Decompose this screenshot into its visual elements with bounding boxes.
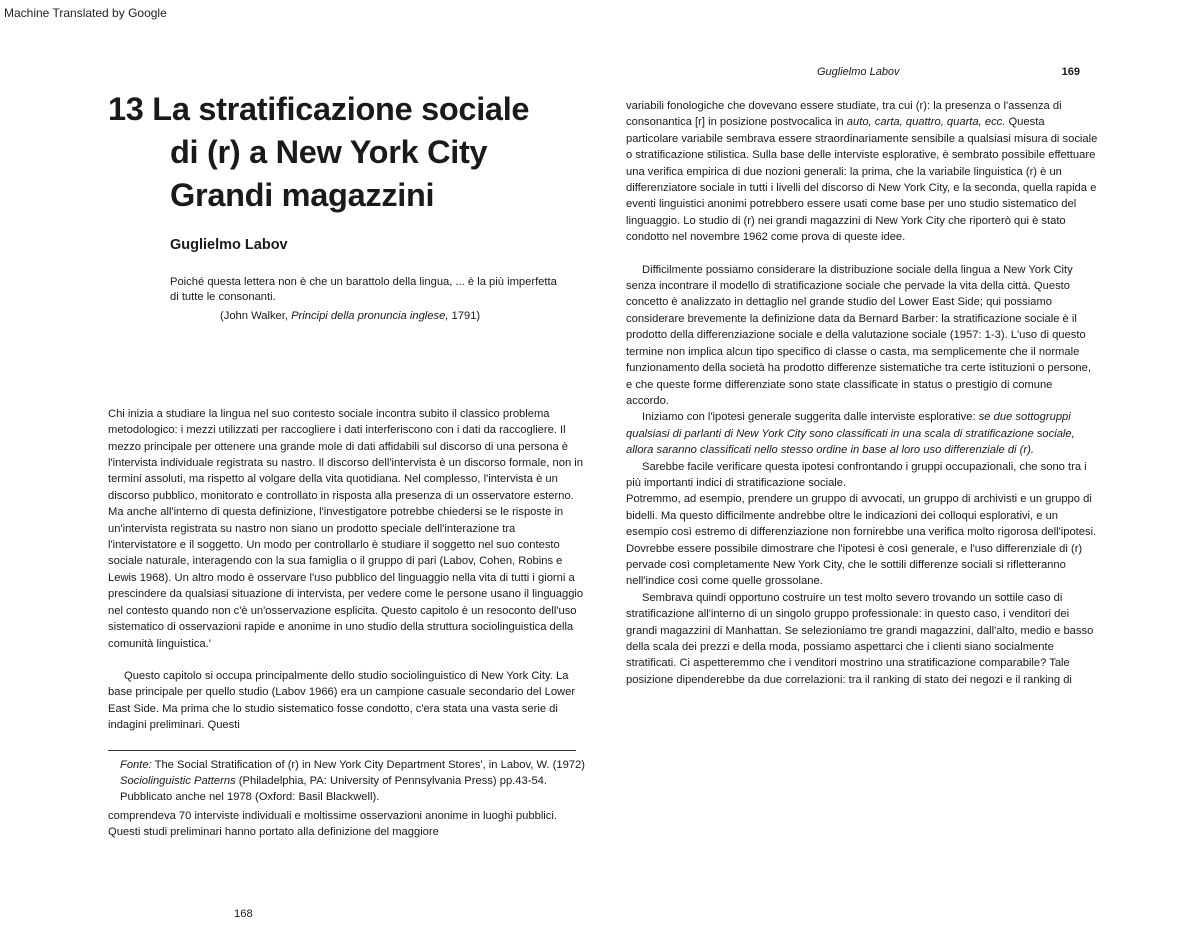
- running-header: [626, 64, 1098, 82]
- right-paragraph-2: Difficilmente possiamo considerare la distribuzione sociale della lingua a New York City senza incontrare il modello di stratificazione sociale che pervade la vita della città. Questo concetto è analizzato in dettaglio nel grande studio del Lower East Side; qui possiamo considerare brevemente la definizione data da Bernard Barber: la stratificazione sociale è il prodotto della differenziazione sociale e della valutazione sociale (1957: 1-3). L'uso di questo termine non implica alcun tipo specifico di classe o casta, ma semplicemente che il normale funzionamento della società ha prodotto differenze sistematiche tra certe istituzioni o persone, e che queste forme differenziate sono state classificate in status o prestigio di comune accordo.: [626, 263, 1091, 407]
- left-page: [108, 88, 586, 841]
- epigraph: Poiché questa lettera non è che un barattolo della lingua, ... è la più imperfetta di tutte le consonanti.: [170, 276, 557, 303]
- footnote-divider: [108, 750, 576, 751]
- footnote-text-b: (Philadelphia, PA: University of Pennsylvania Press) pp.43-54. Pubblicato anche nel 1978 (Oxford: Basil Blackwell).: [120, 774, 548, 804]
- title-line-2: di (r) a New York City: [170, 134, 488, 170]
- right-para3-hypothesis: se due sottogruppi qualsiasi di parlanti di New York City sono classificati in una scala di stratificazione sociale, allora saranno classificati nello stesso ordine in base al loro uso differenziale di (r).: [626, 411, 1075, 457]
- source-footnote: [108, 757, 586, 806]
- chapter-title: [108, 88, 586, 217]
- body-paragraph-1: Chi inizia a studiare la lingua nel suo contesto sociale incontra subito il classico problema metodologico: i mezzi utilizzati per raccogliere i dati interferiscono con i dati da raccogliere. Il mezzo principale per ottenere una grande mole di dati affidabili sul discorso di una persona è l'intervista individuale registrata su nastro. Il discorso dell'intervista è un discorso formale, non in termini assoluti, ma rispetto al volgare della vita quotidiana. Nel complesso, l'intervista è un discorso pubblico, monitorato e controllato in risposta alla presenza di un osservatore esterno. Ma anche all'interno di questa definizione, l'investigatore potrebbe chiedersi se le risposte in un'intervista registrata su nastro non siano un prodotto speciale dell'interazione tra l'intervistatore e il soggetto. Un modo per controllarlo è studiare il soggetto nel suo contesto sociale naturale, interagendo con la sua famiglia o il gruppo di pari (Labov, Cohen, Robins e Lewis 1968). Un altro modo è osservare l'uso pubblico del linguaggio nella vita di tutti i giorni a prescindere da qualsiasi situazione di intervista, per vedere come le persone usano il linguaggio nel contesto quando non c'è un'osservazione esplicita. Questo capitolo è un resoconto dell'uso sistematico di osservazioni rapide e anonime in uno studio della struttura sociolinguistica della comunità linguistica.': [108, 407, 584, 650]
- running-head: Guglielmo Labov: [817, 66, 900, 78]
- title-line-1: 13 La stratificazione sociale: [108, 91, 530, 127]
- machine-translation-label: Machine Translated by Google: [4, 6, 167, 20]
- epigraph-citation: [220, 308, 586, 324]
- title-line-3: Grandi magazzini: [170, 177, 435, 213]
- right-paragraph-4: Sarebbe facile verificare questa ipotesi confrontando i gruppi occupazionali, che sono tra i più importanti indici di stratificazione sociale.: [626, 460, 1087, 489]
- cite-post: 1791): [448, 310, 481, 323]
- right-paragraph-5: Potremmo, ad esempio, prendere un gruppo di avvocati, un gruppo di archivisti e un gruppo di bidelli. Ma questo difficilmente andrebbe oltre le indicazioni dei colloqui esplorativi, e un esempio così estremo di differenziazione non fornirebbe una verifica molto rigorosa dell'ipotesi. Dovrebbe essere possibile dimostrare che l'ipotesi è così generale, e l'uso differenziale di (r) pervade così completamente New York City, che le sottili differenze sociali si rifletteranno nell'indice così come quelle grossolane.: [626, 493, 1097, 588]
- footnote-label: Fonte:: [120, 758, 152, 771]
- left-page-number: 168: [234, 908, 253, 920]
- right-para1-em: auto, carta, quattro, quarta, ecc.: [846, 116, 1006, 129]
- right-paragraph-3: [626, 409, 1098, 458]
- body-paragraph-2: Questo capitolo si occupa principalmente dello studio sociolinguistico di New York City. La base principale per quello studio (Labov 1966) era un campione casuale secondario del Lower East Side. Ma prima che lo studio sistematico fosse condotto, c'era stata una vasta serie di indagini preliminari. Questi: [108, 669, 576, 732]
- right-para1-a: variabili fonologiche che dovevano essere studiate, tra cui (r): la presenza o l'assenza di consonantica [r] in posizione postvocalica in: [626, 100, 1062, 129]
- footnote-text-a: The Social Stratification of (r) in New York City Department Stores', in Labov, W. (1972): [151, 758, 585, 771]
- footnote-book: Sociolinguistic Patterns: [120, 774, 236, 787]
- right-paragraph-6: Sembrava quindi opportuno costruire un test molto severo trovando un sottile caso di stratificazione all'interno di un singolo gruppo professionale: in questo caso, i venditori dei grandi magazzini di Manhattan. Se selezioniamo tre grandi magazzini, dall'alto, medio e basso della scala dei prezzi e della moda, possiamo aspettarci che i clienti siano socialmente stratificati. Ci aspetteremmo che i venditori mostrino una stratificazione comparabile? Tale posizione dipenderebbe da due correlazioni: tra il ranking di stato dei negozi e il ranking di: [626, 591, 1094, 686]
- right-page-number: 169: [1061, 66, 1080, 78]
- body-continuation: comprendeva 70 interviste individuali e moltissime osservazioni anonime in luoghi pubblici. Questi studi preliminari hanno portato alla definizione del maggiore: [108, 809, 557, 839]
- right-para1-b: Questa particolare variabile sembrava essere straordinariamente sensibile a qualsiasi misura di sociale o stratificazione stilistica. Sulla base delle interviste esplorative, è sembrato possibile effettuare una verifica empirica di due nozioni generali: la prima, che la variabile linguistica (r) è un differenziatore sociale in tutti i livelli del discorso di New York City, e la seconda, quella rapida e eventi linguistici anonimi potrebbero essere usati come base per uno studio sistematico del linguaggio. Lo studio di (r) nei grandi magazzini di New York City che riporterò qui è stato condotto nel novembre 1962 come prova di queste idee.: [626, 116, 1098, 244]
- cite-pre: (John Walker,: [220, 310, 292, 323]
- right-paragraph-1: [626, 98, 1098, 246]
- right-para3-a: Iniziamo con l'ipotesi generale suggerita dalle interviste esplorative:: [642, 411, 979, 424]
- right-page: [626, 64, 1098, 688]
- cite-book: Principi della pronuncia inglese,: [291, 310, 449, 323]
- chapter-author: Guglielmo Labov: [170, 237, 288, 253]
